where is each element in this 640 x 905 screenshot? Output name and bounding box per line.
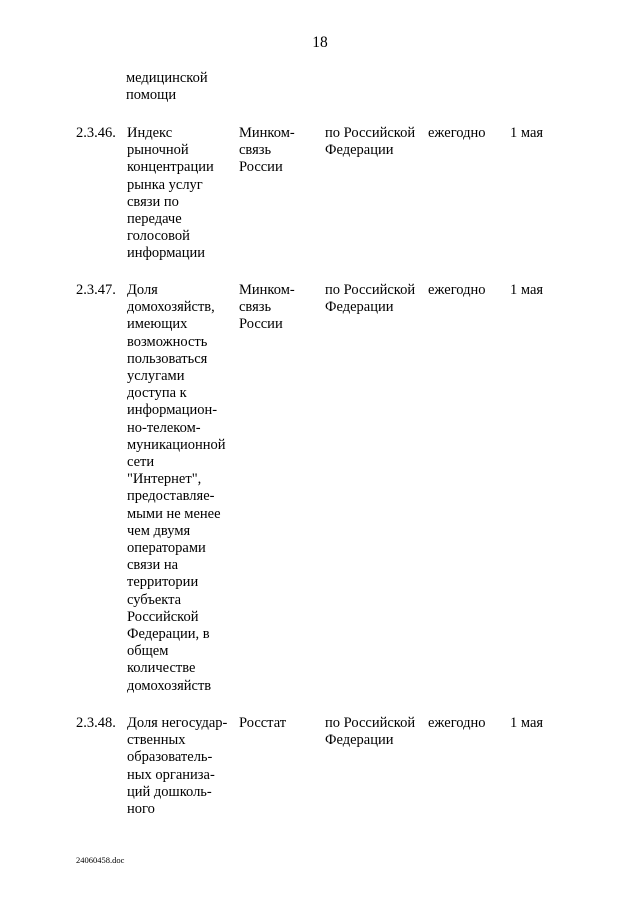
level-line: Федерации xyxy=(325,732,394,749)
name-line: предоставляе- xyxy=(127,488,215,505)
data-level xyxy=(325,282,433,316)
agency-line: России xyxy=(239,159,283,176)
frequency: ежегодно xyxy=(428,282,486,298)
indicator-number: 2.3.46. xyxy=(76,125,116,141)
indicator-name xyxy=(127,282,245,695)
name-line: передаче xyxy=(127,211,182,228)
name-line: количестве xyxy=(127,660,196,677)
continued-line: медицинской xyxy=(126,70,208,86)
name-line: образователь- xyxy=(127,749,213,766)
name-line: ций дошколь- xyxy=(127,783,212,800)
indicator-name xyxy=(127,125,245,263)
name-line: информацион- xyxy=(127,402,218,419)
footer-filename: 24060458.doc xyxy=(76,855,125,865)
continued-indicator-name xyxy=(126,70,246,104)
name-line: рыночной xyxy=(127,142,189,159)
data-level xyxy=(325,125,433,159)
agency-line: России xyxy=(239,316,283,333)
name-line: домохозяйств, xyxy=(127,299,215,316)
name-line: информации xyxy=(127,245,205,262)
name-line: ных организа- xyxy=(127,766,215,783)
data-level xyxy=(325,715,433,749)
level-line: по Российской xyxy=(325,282,416,298)
name-line: субъекта xyxy=(127,591,182,608)
level-line: по Российской xyxy=(325,125,416,141)
name-line: Индекс xyxy=(127,125,173,141)
name-line: пользоваться xyxy=(127,350,208,367)
name-line: общем xyxy=(127,643,169,660)
responsible-agency xyxy=(239,125,329,177)
name-line: "Интернет", xyxy=(127,471,202,488)
name-line: голосовой xyxy=(127,228,190,245)
level-line: по Российской xyxy=(325,715,416,731)
frequency: ежегодно xyxy=(428,715,486,731)
deadline-date: 1 мая xyxy=(510,715,544,731)
level-line: Федерации xyxy=(325,299,394,316)
deadline-date: 1 мая xyxy=(510,125,544,141)
name-line: рынка услуг xyxy=(127,176,203,193)
name-line: доступа к xyxy=(127,385,187,402)
name-line: Доля xyxy=(127,282,158,298)
name-line: Доля негосудар- xyxy=(127,715,228,731)
name-line: территории xyxy=(127,574,199,591)
name-line: услугами xyxy=(127,368,185,385)
deadline-date: 1 мая xyxy=(510,282,544,298)
name-line: сети xyxy=(127,454,155,471)
name-line: ственных xyxy=(127,732,186,749)
name-line: но-телеком- xyxy=(127,419,201,436)
agency-line: Минком- xyxy=(239,282,295,298)
agency-line: Минком- xyxy=(239,125,295,141)
name-line: возможность xyxy=(127,333,208,350)
name-line: имеющих xyxy=(127,316,188,333)
responsible-agency xyxy=(239,282,329,334)
name-line: ного xyxy=(127,801,155,818)
name-line: чем двумя xyxy=(127,522,191,539)
indicator-number: 2.3.48. xyxy=(76,715,116,731)
name-line: муникационной xyxy=(127,436,226,453)
responsible-agency xyxy=(239,715,329,732)
name-line: мыми не менее xyxy=(127,505,221,522)
name-line: операторами xyxy=(127,540,206,557)
indicator-number: 2.3.47. xyxy=(76,282,116,298)
indicator-name xyxy=(127,715,245,818)
name-line: Федерации, в xyxy=(127,626,210,643)
name-line: домохозяйств xyxy=(127,677,212,694)
frequency: ежегодно xyxy=(428,125,486,141)
name-line: связи по xyxy=(127,193,179,210)
agency-line: связь xyxy=(239,299,272,316)
name-line: Российской xyxy=(127,608,199,625)
level-line: Федерации xyxy=(325,142,394,159)
continued-line: помощи xyxy=(126,87,177,104)
agency-line: Росстат xyxy=(239,715,287,731)
page-number: 18 xyxy=(312,34,328,51)
agency-line: связь xyxy=(239,142,272,159)
name-line: связи на xyxy=(127,557,179,574)
name-line: концентрации xyxy=(127,159,214,176)
